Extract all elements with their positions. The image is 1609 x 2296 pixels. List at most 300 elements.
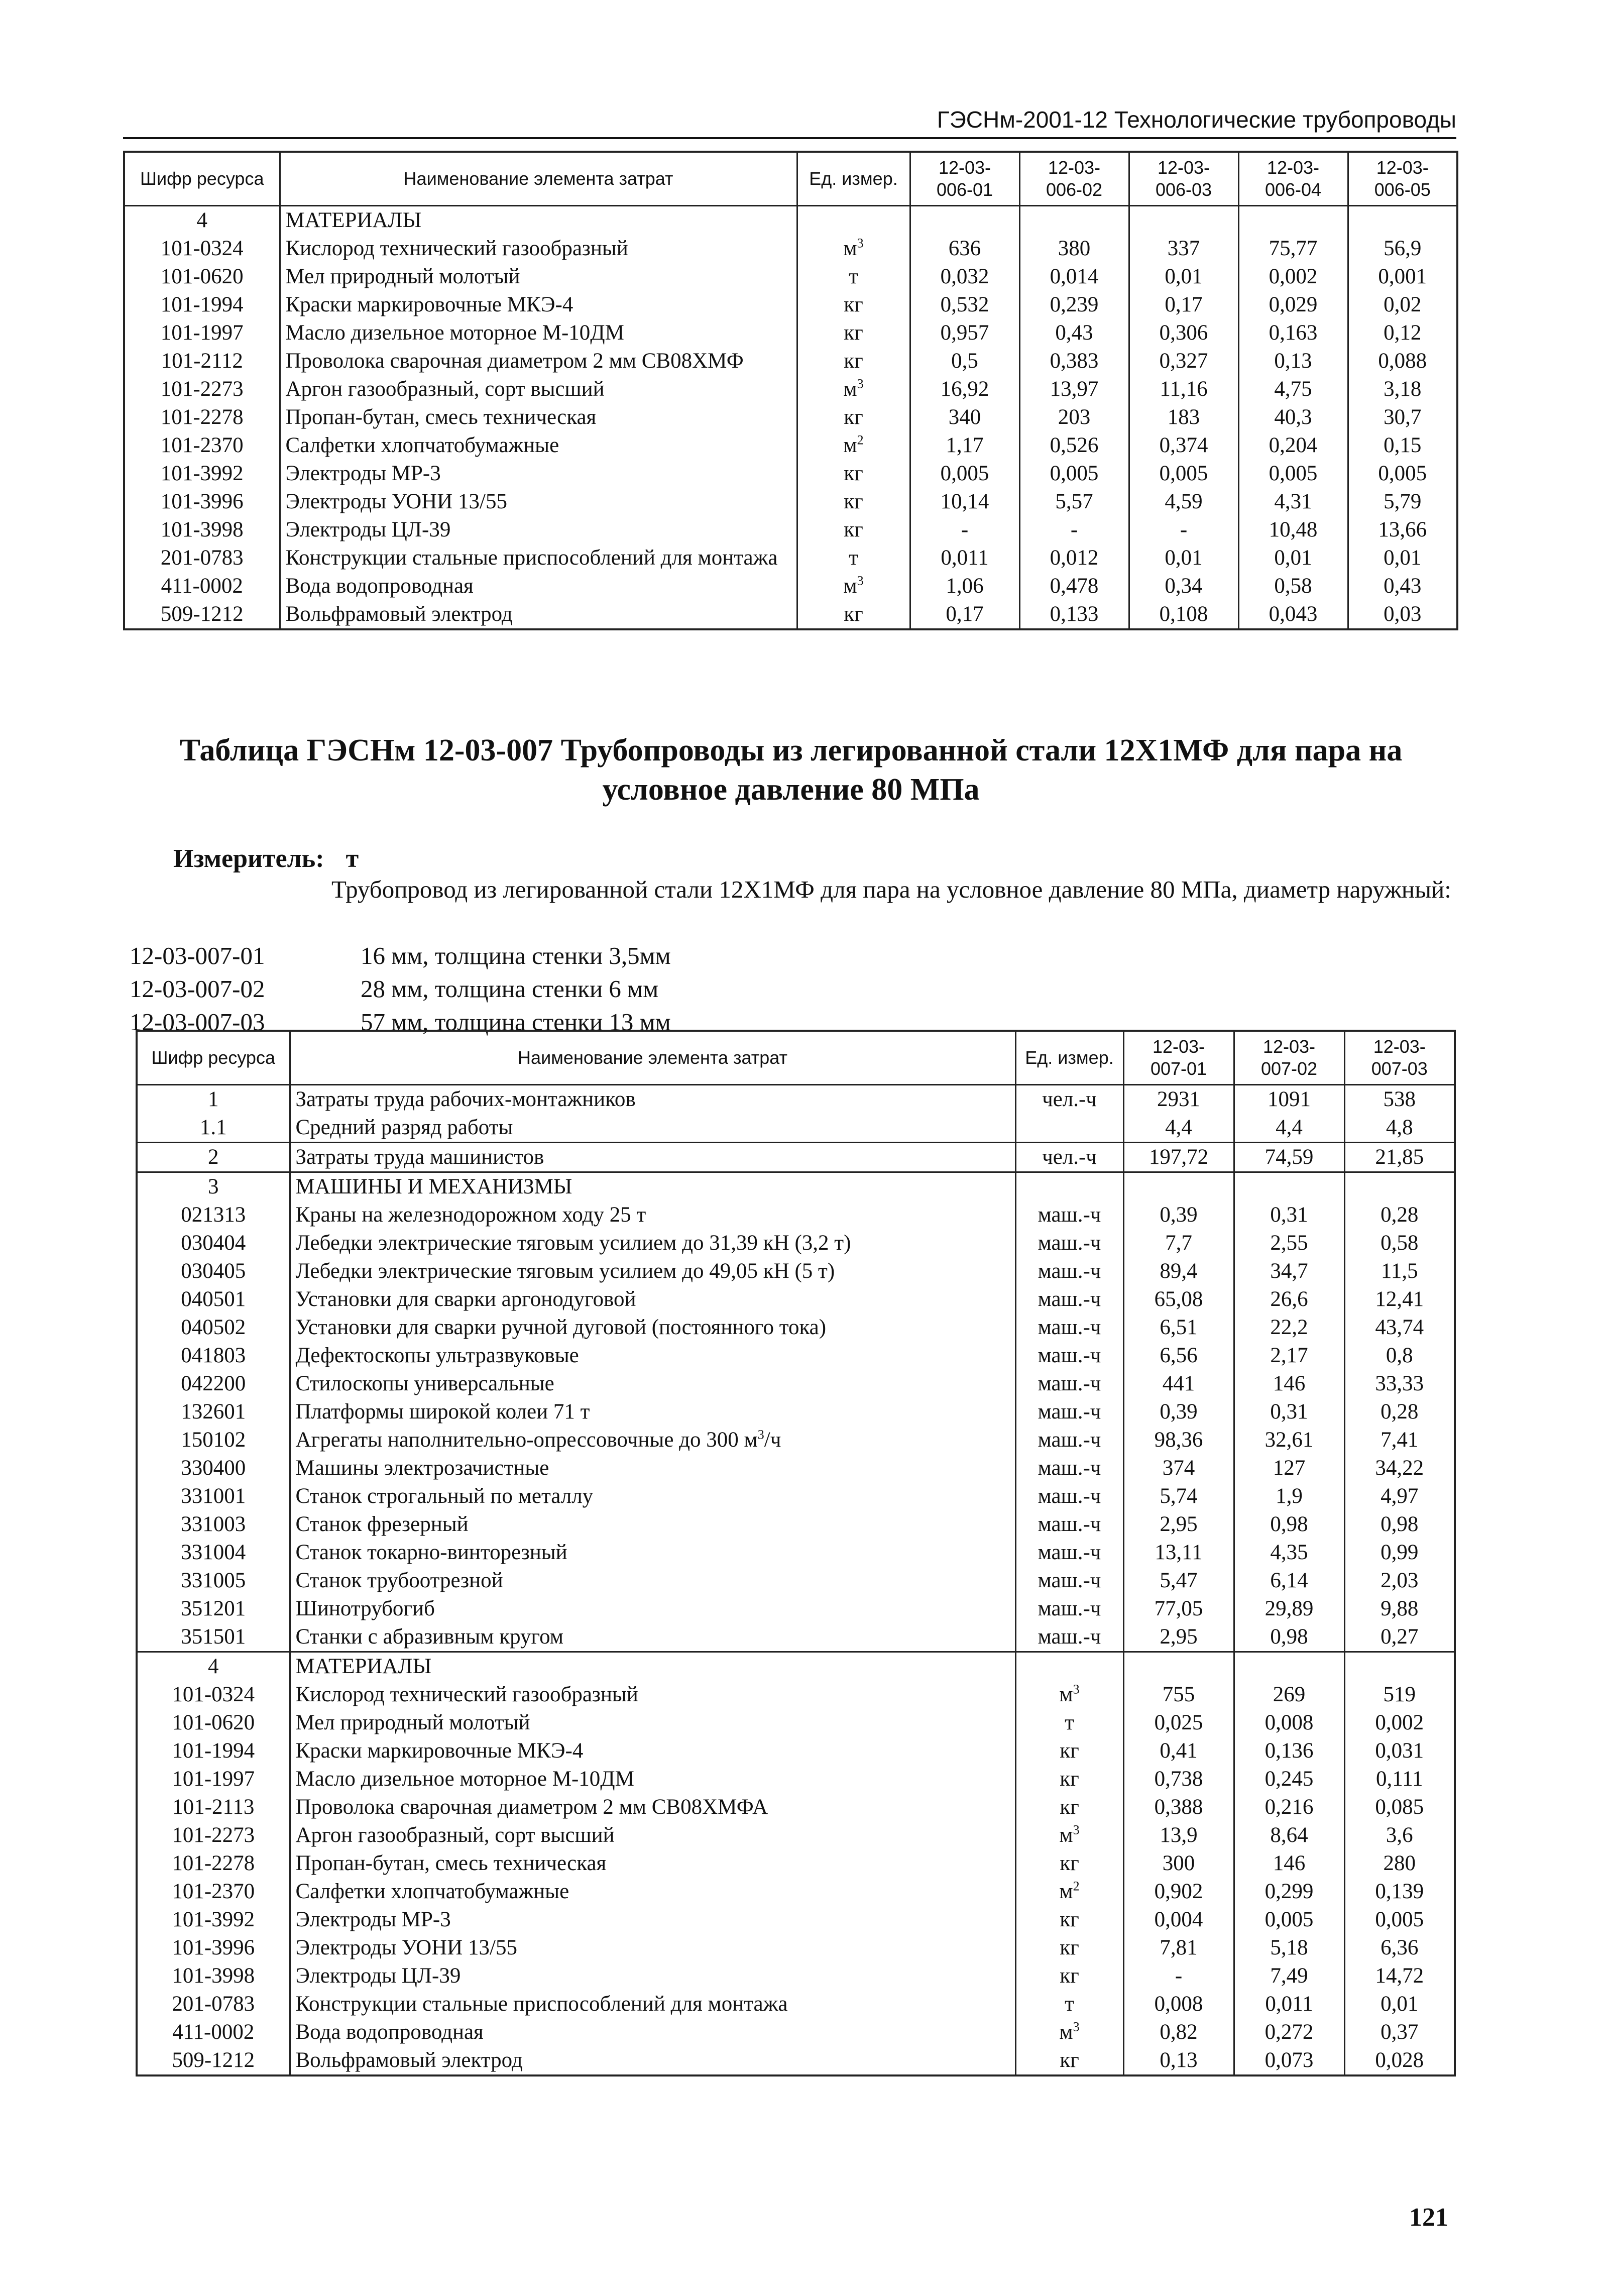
table-row	[124, 460, 1457, 488]
cell-value: 0,37	[1344, 2018, 1455, 2046]
table-row	[137, 1482, 1455, 1510]
cell-name: Дефектоскопы ультразвуковые	[290, 1342, 1015, 1370]
cell-value: 0,005	[910, 460, 1019, 488]
table-row	[137, 1737, 1455, 1765]
cell-value: 0,012	[1019, 544, 1129, 572]
cell-value: 0,245	[1234, 1765, 1344, 1793]
cell-unit: $м^3$	[797, 375, 910, 403]
cell-value: 11,5	[1344, 1257, 1455, 1285]
table-row	[137, 1906, 1455, 1934]
measure-label: Измеритель:	[173, 844, 324, 873]
cell-value: 0,01	[1129, 544, 1238, 572]
table-row	[137, 1595, 1455, 1623]
cell-code: 042200	[137, 1370, 290, 1398]
cell-value: 0,31	[1234, 1201, 1344, 1229]
cell-value: 0,957	[910, 319, 1019, 347]
table-row	[137, 1370, 1455, 1398]
description: Трубопровод из легированной стали 12Х1МФ для пара на условное давление 80 МПа, диаметр наружный:	[331, 876, 1451, 903]
cell-code: 201-0783	[124, 544, 280, 572]
cell-value: 0,478	[1019, 572, 1129, 600]
cell-code: 101-3992	[124, 460, 280, 488]
cell-value: 0,532	[910, 291, 1019, 319]
measure-line	[173, 844, 359, 873]
cell-value: 0,902	[1123, 1878, 1234, 1906]
item-code: 12-03-007-03	[130, 1008, 265, 1036]
cell-value: 0,005	[1238, 460, 1348, 488]
column-header: 12-03- 006-05	[1348, 152, 1457, 206]
cell-unit: кг	[797, 516, 910, 544]
cell-code: 331004	[137, 1539, 290, 1567]
cell-unit: маш.-ч	[1015, 1567, 1123, 1595]
cell-code: 101-1994	[124, 291, 280, 319]
table-row	[137, 1878, 1455, 1906]
item-text: 57 мм, толщина стенки 13 мм	[361, 1008, 671, 1036]
cell-name: Краски маркировочные МКЭ-4	[290, 1737, 1015, 1765]
cell-value: 10,14	[910, 488, 1019, 516]
cell-value: 5,57	[1019, 488, 1129, 516]
measure-unit: т	[346, 844, 359, 873]
cell-value: 538	[1344, 1085, 1455, 1114]
cell-unit: кг	[1015, 1962, 1123, 1990]
resource-table-006	[123, 151, 1458, 630]
cell-code: 101-1994	[137, 1737, 290, 1765]
cell-unit: $м^3$	[1015, 1681, 1123, 1709]
cell-code: 331001	[137, 1482, 290, 1510]
table-row	[124, 600, 1457, 629]
cell-value: 0,58	[1344, 1229, 1455, 1257]
cell-value: 0,8	[1344, 1342, 1455, 1370]
table-row	[124, 347, 1457, 375]
cell-value: 0,98	[1344, 1510, 1455, 1539]
cell-value: 0,02	[1348, 291, 1457, 319]
table-row	[137, 1765, 1455, 1793]
cell-unit: $м^3$	[797, 572, 910, 600]
cell-code: 101-3992	[137, 1906, 290, 1934]
cell-unit: т	[1015, 1990, 1123, 2018]
cell-unit: т	[797, 544, 910, 572]
table-row	[137, 1285, 1455, 1314]
table-row	[124, 516, 1457, 544]
cell-code: 101-2273	[137, 1821, 290, 1849]
cell-value: 203	[1019, 403, 1129, 431]
cell-name: Машины электрозачистные	[290, 1454, 1015, 1482]
column-header: Ед. измер.	[1015, 1031, 1123, 1085]
cell-name: Электроды МР-3	[290, 1906, 1015, 1934]
cell-value: 1091	[1234, 1085, 1344, 1114]
cell-value: 380	[1019, 235, 1129, 263]
column-header: Шифр ресурса	[137, 1031, 290, 1085]
cell-value: 7,49	[1234, 1962, 1344, 1990]
table-row	[137, 1398, 1455, 1426]
cell-code: 101-2273	[124, 375, 280, 403]
cell-value: -	[1129, 516, 1238, 544]
cell-unit: маш.-ч	[1015, 1398, 1123, 1426]
cell-value: 32,61	[1234, 1426, 1344, 1454]
cell-value: 0,005	[1129, 460, 1238, 488]
cell-value: 1,9	[1234, 1482, 1344, 1510]
cell-name: Станок токарно-винторезный	[290, 1539, 1015, 1567]
cell-value: 0,99	[1344, 1539, 1455, 1567]
cell-unit: чел.-ч	[1015, 1085, 1123, 1114]
cell-value: 269	[1234, 1681, 1344, 1709]
table-row	[137, 1257, 1455, 1285]
cell-name: Установки для сварки ручной дуговой (постоянного тока)	[290, 1314, 1015, 1342]
cell-value: 3,6	[1344, 1821, 1455, 1849]
table-row	[137, 1821, 1455, 1849]
section-code: 4	[137, 1652, 290, 1681]
resource-table-007	[136, 1030, 1456, 2076]
cell-value: 13,97	[1019, 375, 1129, 403]
column-header: 12-03- 006-02	[1019, 152, 1129, 206]
cell-unit: кг	[1015, 1849, 1123, 1878]
cell-name: Кислород технический газообразный	[280, 235, 797, 263]
cell-value: 0,136	[1234, 1737, 1344, 1765]
cell-value: 2,95	[1123, 1623, 1234, 1652]
cell-name: Проволока сварочная диаметром 2 мм СВ08ХМФ	[280, 347, 797, 375]
section-row	[137, 1172, 1455, 1201]
cell-name: Масло дизельное моторное М-10ДМ	[290, 1765, 1015, 1793]
cell-value: 340	[910, 403, 1019, 431]
cell-code: 331005	[137, 1567, 290, 1595]
cell-code: 101-1997	[137, 1765, 290, 1793]
cell-value: 0,028	[1344, 2046, 1455, 2075]
cell-value: 636	[910, 235, 1019, 263]
cell-value: 0,388	[1123, 1793, 1234, 1821]
cell-code: 2	[137, 1143, 290, 1172]
cell-unit: кг	[1015, 1737, 1123, 1765]
cell-value: 9,88	[1344, 1595, 1455, 1623]
cell-code: 101-0620	[137, 1709, 290, 1737]
table-row	[124, 375, 1457, 403]
cell-value: 0,272	[1234, 2018, 1344, 2046]
cell-code: 351201	[137, 1595, 290, 1623]
cell-value: 0,27	[1344, 1623, 1455, 1652]
cell-unit: кг	[797, 291, 910, 319]
item-text: 28 мм, толщина стенки 6 мм	[361, 975, 659, 1003]
cell-value: 12,41	[1344, 1285, 1455, 1314]
table-row	[137, 1201, 1455, 1229]
cell-code: 101-2370	[137, 1878, 290, 1906]
cell-code: 101-2113	[137, 1793, 290, 1821]
table-row	[137, 1143, 1455, 1172]
cell-value: 0,39	[1123, 1201, 1234, 1229]
cell-name: Электроды МР-3	[280, 460, 797, 488]
column-header: Шифр ресурса	[124, 152, 280, 206]
table-row	[137, 1681, 1455, 1709]
cell-value: 33,33	[1344, 1370, 1455, 1398]
cell-unit: $м^3$	[1015, 1821, 1123, 1849]
cell-name: Установки для сварки аргонодуговой	[290, 1285, 1015, 1314]
cell-value: 65,08	[1123, 1285, 1234, 1314]
section-row	[124, 206, 1457, 235]
table-row	[137, 1114, 1455, 1143]
cell-name: Аргон газообразный, сорт высший	[280, 375, 797, 403]
cell-value: 2931	[1123, 1085, 1234, 1114]
cell-value: 43,74	[1344, 1314, 1455, 1342]
cell-value: 1,06	[910, 572, 1019, 600]
cell-name: Лебедки электрические тяговым усилием до 31,39 кН (3,2 т)	[290, 1229, 1015, 1257]
cell-value: 5,47	[1123, 1567, 1234, 1595]
table-row	[137, 1709, 1455, 1737]
cell-name: Затраты труда машинистов	[290, 1143, 1015, 1172]
cell-unit: т	[1015, 1709, 1123, 1737]
cell-value: 0,374	[1129, 431, 1238, 460]
cell-value: 5,18	[1234, 1934, 1344, 1962]
cell-name: Лебедки электрические тяговым усилием до 49,05 кН (5 т)	[290, 1257, 1015, 1285]
table-row	[124, 291, 1457, 319]
cell-code: 101-2370	[124, 431, 280, 460]
cell-value: 0,13	[1238, 347, 1348, 375]
cell-value: 0,01	[1344, 1990, 1455, 2018]
cell-value: 74,59	[1234, 1143, 1344, 1172]
cell-value: 0,005	[1234, 1906, 1344, 1934]
column-header: 12-03- 007-02	[1234, 1031, 1344, 1085]
cell-code: 331003	[137, 1510, 290, 1539]
cell-name: Электроды ЦЛ-39	[290, 1962, 1015, 1990]
cell-code: 509-1212	[124, 600, 280, 629]
table-row	[137, 1849, 1455, 1878]
cell-value: 0,17	[910, 600, 1019, 629]
cell-value: 0,82	[1123, 2018, 1234, 2046]
cell-value: 0,327	[1129, 347, 1238, 375]
cell-unit: маш.-ч	[1015, 1510, 1123, 1539]
cell-unit: маш.-ч	[1015, 1257, 1123, 1285]
cell-value: 0,004	[1123, 1906, 1234, 1934]
cell-code: 021313	[137, 1201, 290, 1229]
table-title-line-1: Таблица ГЭСНм 12-03-007 Трубопроводы из легированной стали 12Х1МФ для пара на	[179, 733, 1403, 768]
cell-value: 441	[1123, 1370, 1234, 1398]
cell-name: Стилоскопы универсальные	[290, 1370, 1015, 1398]
cell-value: 0,306	[1129, 319, 1238, 347]
cell-name: Краны на железнодорожном ходу 25 т	[290, 1201, 1015, 1229]
column-header: 12-03- 006-01	[910, 152, 1019, 206]
cell-value: 0,002	[1344, 1709, 1455, 1737]
cell-name: Салфетки хлопчатобумажные	[290, 1878, 1015, 1906]
cell-value: 0,13	[1123, 2046, 1234, 2075]
cell-code: 351501	[137, 1623, 290, 1652]
cell-value: 4,75	[1238, 375, 1348, 403]
cell-value: 4,4	[1234, 1114, 1344, 1143]
cell-value: 0,15	[1348, 431, 1457, 460]
cell-code: 132601	[137, 1398, 290, 1426]
cell-name: Краски маркировочные МКЭ-4	[280, 291, 797, 319]
cell-value: 0,01	[1129, 263, 1238, 291]
cell-unit: $м^3$	[1015, 2018, 1123, 2046]
cell-code: 101-2112	[124, 347, 280, 375]
column-header: Ед. измер.	[797, 152, 910, 206]
cell-value: 0,108	[1129, 600, 1238, 629]
cell-name: Конструкции стальные приспособлений для монтажа	[290, 1990, 1015, 2018]
item-text: 16 мм, толщина стенки 3,5мм	[361, 942, 671, 969]
item-code: 12-03-007-01	[130, 942, 265, 969]
cell-code: 101-3998	[137, 1962, 290, 1990]
cell-value: 7,81	[1123, 1934, 1234, 1962]
cell-value: 56,9	[1348, 235, 1457, 263]
table-row	[124, 572, 1457, 600]
table-row	[137, 1567, 1455, 1595]
table-row	[137, 1426, 1455, 1454]
cell-value: -	[1019, 516, 1129, 544]
cell-value: 1,17	[910, 431, 1019, 460]
cell-unit: кг	[797, 600, 910, 629]
cell-code: 1.1	[137, 1114, 290, 1143]
cell-value: 197,72	[1123, 1143, 1234, 1172]
page-header	[123, 98, 1456, 139]
cell-value: 0,005	[1344, 1906, 1455, 1934]
cell-code: 411-0002	[137, 2018, 290, 2046]
cell-unit: $м^2$	[1015, 1878, 1123, 1906]
column-header: 12-03- 006-03	[1129, 152, 1238, 206]
table-row	[137, 1793, 1455, 1821]
cell-value: 5,79	[1348, 488, 1457, 516]
cell-name: Станок строгальный по металлу	[290, 1482, 1015, 1510]
cell-value: 11,16	[1129, 375, 1238, 403]
cell-value: 0,12	[1348, 319, 1457, 347]
cell-value: 0,005	[1348, 460, 1457, 488]
table-row	[137, 1962, 1455, 1990]
cell-value: 0,5	[910, 347, 1019, 375]
table-row	[137, 1229, 1455, 1257]
table-row	[124, 488, 1457, 516]
cell-value: 0,111	[1344, 1765, 1455, 1793]
cell-value: 0,17	[1129, 291, 1238, 319]
cell-unit: кг	[1015, 2046, 1123, 2075]
cell-code: 030405	[137, 1257, 290, 1285]
cell-unit: т	[797, 263, 910, 291]
cell-value: 0,39	[1123, 1398, 1234, 1426]
section-code: 4	[124, 206, 280, 235]
cell-name: Шинотрубогиб	[290, 1595, 1015, 1623]
cell-value: 0,085	[1344, 1793, 1455, 1821]
cell-value: 0,204	[1238, 431, 1348, 460]
cell-name: Станок трубоотрезной	[290, 1567, 1015, 1595]
cell-name: Затраты труда рабочих-монтажников	[290, 1085, 1015, 1114]
cell-value: 4,35	[1234, 1539, 1344, 1567]
cell-name: Станок фрезерный	[290, 1510, 1015, 1539]
cell-code: 101-1997	[124, 319, 280, 347]
cell-value: 10,48	[1238, 516, 1348, 544]
cell-unit: кг	[797, 319, 910, 347]
cell-value: 0,01	[1348, 544, 1457, 572]
cell-value: 0,133	[1019, 600, 1129, 629]
cell-value: 8,64	[1234, 1821, 1344, 1849]
cell-name: Электроды УОНИ 13/55	[290, 1934, 1015, 1962]
section-code: 3	[137, 1172, 290, 1201]
cell-value: 0,383	[1019, 347, 1129, 375]
section-row	[137, 1652, 1455, 1681]
cell-value: 34,7	[1234, 1257, 1344, 1285]
cell-value: 0,98	[1234, 1623, 1344, 1652]
cell-value: -	[1123, 1962, 1234, 1990]
cell-code: 101-0620	[124, 263, 280, 291]
cell-code: 101-0324	[137, 1681, 290, 1709]
cell-value: 0,008	[1123, 1990, 1234, 2018]
column-header: Наименование элемента затрат	[290, 1031, 1015, 1085]
table-row	[124, 403, 1457, 431]
cell-value: 16,92	[910, 375, 1019, 403]
cell-value: 0,299	[1234, 1878, 1344, 1906]
cell-name: Электроды ЦЛ-39	[280, 516, 797, 544]
table-row	[137, 1085, 1455, 1114]
cell-name: Пропан-бутан, смесь техническая	[290, 1849, 1015, 1878]
cell-value: 0,738	[1123, 1765, 1234, 1793]
cell-value: 75,77	[1238, 235, 1348, 263]
cell-value: 0,005	[1019, 460, 1129, 488]
section-name: МАТЕРИАЛЫ	[290, 1652, 1015, 1681]
cell-code: 041803	[137, 1342, 290, 1370]
cell-unit: маш.-ч	[1015, 1482, 1123, 1510]
cell-name: Масло дизельное моторное М-10ДМ	[280, 319, 797, 347]
cell-value: 13,11	[1123, 1539, 1234, 1567]
cell-value: 0,163	[1238, 319, 1348, 347]
cell-name: Вода водопроводная	[290, 2018, 1015, 2046]
cell-name: Средний разряд работы	[290, 1114, 1015, 1143]
cell-value: 21,85	[1344, 1143, 1455, 1172]
cell-name: Мел природный молотый	[280, 263, 797, 291]
cell-unit: кг	[1015, 1906, 1123, 1934]
page-number: 121	[1409, 2203, 1448, 2232]
list-item	[130, 972, 671, 1006]
cell-unit: маш.-ч	[1015, 1539, 1123, 1567]
cell-name: Платформы широкой колеи 71 т	[290, 1398, 1015, 1426]
cell-value: 0,008	[1234, 1709, 1344, 1737]
cell-value: 0,58	[1238, 572, 1348, 600]
cell-value: 0,216	[1234, 1793, 1344, 1821]
cell-value: 0,025	[1123, 1709, 1234, 1737]
cell-value: 183	[1129, 403, 1238, 431]
cell-value: 22,2	[1234, 1314, 1344, 1342]
cell-code: 101-2278	[124, 403, 280, 431]
cell-value: 2,17	[1234, 1342, 1344, 1370]
cell-value: 13,9	[1123, 1821, 1234, 1849]
table-row	[137, 1539, 1455, 1567]
cell-code: 040501	[137, 1285, 290, 1314]
cell-value: 0,28	[1344, 1201, 1455, 1229]
cell-name: Вольфрамовый электрод	[280, 600, 797, 629]
cell-value: 146	[1234, 1849, 1344, 1878]
cell-code: 101-3998	[124, 516, 280, 544]
table-row	[137, 1934, 1455, 1962]
cell-value: 0,43	[1019, 319, 1129, 347]
cell-unit: маш.-ч	[1015, 1314, 1123, 1342]
cell-value: 0,31	[1234, 1398, 1344, 1426]
cell-value: 0,01	[1238, 544, 1348, 572]
cell-value: 0,28	[1344, 1398, 1455, 1426]
item-list	[130, 939, 671, 1039]
table-row	[137, 1623, 1455, 1652]
cell-code: 101-3996	[137, 1934, 290, 1962]
column-header: Наименование элемента затрат	[280, 152, 797, 206]
item-code: 12-03-007-02	[130, 975, 265, 1003]
cell-value: 89,4	[1123, 1257, 1234, 1285]
cell-value: 14,72	[1344, 1962, 1455, 1990]
cell-unit: кг	[797, 347, 910, 375]
cell-name: Станки с абразивным кругом	[290, 1623, 1015, 1652]
cell-value: 7,7	[1123, 1229, 1234, 1257]
cell-name: Вольфрамовый электрод	[290, 2046, 1015, 2075]
cell-value: 755	[1123, 1681, 1234, 1709]
cell-value: 0,98	[1234, 1510, 1344, 1539]
cell-value: 374	[1123, 1454, 1234, 1482]
cell-value: 6,14	[1234, 1567, 1344, 1595]
table-title	[123, 731, 1459, 809]
cell-value: 2,03	[1344, 1567, 1455, 1595]
column-header: 12-03- 007-03	[1344, 1031, 1455, 1085]
cell-value: 29,89	[1234, 1595, 1344, 1623]
cell-value: 77,05	[1123, 1595, 1234, 1623]
cell-value: 127	[1234, 1454, 1344, 1482]
cell-value: 0,239	[1019, 291, 1129, 319]
